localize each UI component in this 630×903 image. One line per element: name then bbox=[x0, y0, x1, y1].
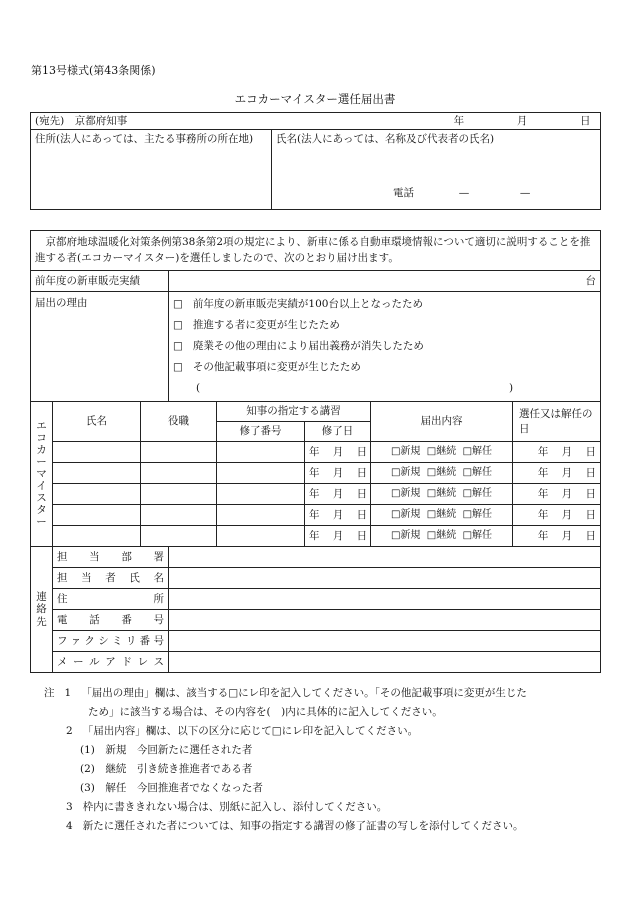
reason-option-change[interactable] bbox=[173, 315, 596, 336]
note-2 bbox=[44, 722, 609, 741]
submission-date[interactable] bbox=[454, 114, 591, 128]
contact-fax-field[interactable] bbox=[169, 631, 601, 652]
address-label: 住所(法人にあっては、主たる事務所の所在地) bbox=[35, 133, 254, 145]
addressee-row bbox=[31, 113, 601, 130]
paren-open: ( bbox=[196, 382, 201, 394]
main-table bbox=[30, 230, 601, 673]
name-cell[interactable] bbox=[53, 505, 141, 526]
course-no-cell[interactable] bbox=[217, 463, 305, 484]
role-cell[interactable] bbox=[141, 484, 217, 505]
note-4 bbox=[44, 817, 609, 836]
notes bbox=[44, 684, 609, 836]
reason-option-closure[interactable] bbox=[173, 336, 596, 357]
checkbox-new[interactable]: □新規 bbox=[390, 530, 421, 542]
phone-separator: — bbox=[458, 187, 470, 199]
col-course-date: 修了日 bbox=[305, 422, 371, 442]
contact-phone-label: 電話番号 bbox=[53, 610, 169, 631]
reason-text: 廃業その他の理由により届出義務が消失したため bbox=[192, 340, 424, 352]
note-text: 「届出の理由」欄は、該当する□にレ印を記入してください。「その他記載事項に変更が生じた bbox=[81, 687, 527, 699]
checkbox-icon[interactable]: □ bbox=[173, 298, 183, 310]
checkbox-new[interactable]: □新規 bbox=[390, 467, 421, 479]
notes-lead: 注 bbox=[44, 687, 55, 699]
note-number: 3 bbox=[66, 801, 73, 813]
reason-option-sales[interactable] bbox=[173, 294, 596, 315]
checkbox-new[interactable]: □新規 bbox=[390, 509, 421, 521]
role-cell[interactable] bbox=[141, 442, 217, 463]
reason-options bbox=[169, 292, 601, 402]
checkbox-continue[interactable]: □継続 bbox=[426, 488, 457, 500]
address-field[interactable] bbox=[31, 130, 272, 210]
note-3 bbox=[44, 798, 609, 817]
name-label: 氏名(法人にあっては、名称及び代表者の氏名) bbox=[276, 133, 495, 145]
checkbox-continue[interactable]: □継続 bbox=[426, 530, 457, 542]
col-date: 選任又は解任の日 bbox=[513, 402, 601, 442]
col-course: 知事の指定する講習 bbox=[217, 402, 371, 422]
note-number: 1 bbox=[64, 687, 72, 699]
name-cell[interactable] bbox=[53, 442, 141, 463]
contact-address-label: 住所 bbox=[53, 589, 169, 610]
addressee: (宛先) 京都府知事 bbox=[35, 114, 128, 127]
appoint-date-cell[interactable]: 年 月 日 bbox=[513, 505, 601, 526]
contact-email-label: メールアドレス bbox=[53, 652, 169, 673]
checkbox-continue[interactable]: □継続 bbox=[426, 446, 457, 458]
contact-fax-label: ファクシミリ番号 bbox=[53, 631, 169, 652]
table-row bbox=[31, 505, 601, 526]
checkbox-icon[interactable]: □ bbox=[173, 361, 183, 373]
course-date-cell[interactable]: 年 月 日 bbox=[305, 442, 371, 463]
reason-other-detail[interactable] bbox=[173, 378, 596, 399]
phone-line[interactable] bbox=[393, 186, 530, 200]
course-no-cell[interactable] bbox=[217, 442, 305, 463]
checkbox-new[interactable]: □新規 bbox=[390, 446, 421, 458]
note-text: 「届出内容」欄は、以下の区分に応じて□にレ印を記入してください。 bbox=[82, 725, 419, 737]
note-number: 4 bbox=[66, 820, 73, 832]
role-cell[interactable] bbox=[141, 463, 217, 484]
applicant-table bbox=[30, 112, 601, 210]
note-1-cont: ため」に該当する場合は、その内容を( )内に具体的に記入してください。 bbox=[88, 706, 443, 718]
note-number: 2 bbox=[66, 725, 73, 737]
role-cell[interactable] bbox=[141, 505, 217, 526]
name-cell[interactable] bbox=[53, 526, 141, 547]
appoint-date-cell[interactable]: 年 月 日 bbox=[513, 526, 601, 547]
checkbox-dismiss[interactable]: □解任 bbox=[462, 530, 493, 542]
content-cell[interactable] bbox=[371, 442, 513, 463]
form-number: 第13号様式(第43条関係) bbox=[31, 64, 156, 77]
date-day-label: 日 bbox=[580, 114, 591, 127]
course-date-cell[interactable]: 年 月 日 bbox=[305, 463, 371, 484]
sales-field[interactable] bbox=[169, 271, 601, 292]
note-text: 枠内に書ききれない場合は、別紙に記入し、添付してください。 bbox=[82, 801, 388, 813]
course-no-cell[interactable] bbox=[217, 526, 305, 547]
course-date-cell[interactable]: 年 月 日 bbox=[305, 505, 371, 526]
appoint-date-cell[interactable]: 年 月 日 bbox=[513, 442, 601, 463]
note-2-item: (3) 解任 今回推進者でなくなった者 bbox=[80, 782, 263, 794]
name-field[interactable] bbox=[272, 130, 601, 210]
checkbox-continue[interactable]: □継続 bbox=[426, 467, 457, 479]
name-cell[interactable] bbox=[53, 484, 141, 505]
checkbox-icon[interactable]: □ bbox=[173, 319, 183, 331]
table-row bbox=[31, 442, 601, 463]
form-title: エコカーマイスター選任届出書 bbox=[234, 92, 396, 106]
note-1 bbox=[44, 684, 609, 703]
contact-email-field[interactable] bbox=[169, 652, 601, 673]
contact-dept-label: 担当部署 bbox=[53, 547, 169, 568]
phone-label: 電話 bbox=[393, 187, 414, 199]
sales-unit: 台 bbox=[585, 274, 597, 287]
checkbox-dismiss[interactable]: □解任 bbox=[462, 509, 493, 521]
checkbox-new[interactable]: □新規 bbox=[390, 488, 421, 500]
contact-phone-field[interactable] bbox=[169, 610, 601, 631]
contact-address-field[interactable] bbox=[169, 589, 601, 610]
role-cell[interactable] bbox=[141, 526, 217, 547]
contact-dept-field[interactable] bbox=[169, 547, 601, 568]
content-cell[interactable] bbox=[371, 463, 513, 484]
meister-side-label: エ コ カ ー マ イ ス タ ー bbox=[31, 402, 53, 547]
col-name: 氏名 bbox=[53, 402, 141, 442]
contact-side-label: 連 絡 先 bbox=[31, 547, 53, 673]
col-course-no: 修了番号 bbox=[217, 422, 305, 442]
table-row bbox=[31, 526, 601, 547]
table-row bbox=[31, 484, 601, 505]
reason-label: 届出の理由 bbox=[31, 292, 169, 402]
note-2-item: (1) 新規 今回新たに選任された者 bbox=[80, 744, 253, 756]
date-month-label: 月 bbox=[516, 114, 528, 127]
checkbox-dismiss[interactable]: □解任 bbox=[462, 488, 493, 500]
col-role: 役職 bbox=[141, 402, 217, 442]
reason-text: 前年度の新車販売実績が100台以上となったため bbox=[192, 298, 423, 310]
paren-close: ) bbox=[509, 382, 514, 394]
course-date-cell[interactable]: 年 月 日 bbox=[305, 484, 371, 505]
reason-option-other[interactable] bbox=[173, 357, 596, 378]
course-no-cell[interactable] bbox=[217, 505, 305, 526]
checkbox-dismiss[interactable]: □解任 bbox=[462, 467, 493, 479]
date-year-label: 年 bbox=[453, 114, 465, 127]
intro-text: 京都府地球温暖化対策条例第38条第2項の規定により、新車に係る自動車環境情報について適切に説明することを推進する者(エコカーマイスター)を選任しましたので、次のとおり届け出ます。 bbox=[31, 231, 601, 271]
note-2-item: (2) 継続 引き続き推進者である者 bbox=[80, 763, 253, 775]
checkbox-continue[interactable]: □継続 bbox=[426, 509, 457, 521]
col-content: 届出内容 bbox=[371, 402, 513, 442]
content-cell[interactable] bbox=[371, 484, 513, 505]
course-date-cell[interactable]: 年 月 日 bbox=[305, 526, 371, 547]
reason-text: その他記載事項に変更が生じたため bbox=[192, 361, 361, 373]
content-cell[interactable] bbox=[371, 505, 513, 526]
sales-label: 前年度の新車販売実績 bbox=[31, 271, 169, 292]
table-row bbox=[31, 463, 601, 484]
name-cell[interactable] bbox=[53, 463, 141, 484]
contact-person-label: 担当者氏名 bbox=[53, 568, 169, 589]
checkbox-dismiss[interactable]: □解任 bbox=[462, 446, 493, 458]
course-no-cell[interactable] bbox=[217, 484, 305, 505]
appoint-date-cell[interactable]: 年 月 日 bbox=[513, 463, 601, 484]
phone-separator: — bbox=[519, 187, 531, 199]
checkbox-icon[interactable]: □ bbox=[173, 340, 183, 352]
note-text: 新たに選任された者については、知事の指定する講習の修了証書の写しを添付してください。 bbox=[82, 820, 524, 832]
appoint-date-cell[interactable]: 年 月 日 bbox=[513, 484, 601, 505]
reason-text: 推進する者に変更が生じたため bbox=[192, 319, 340, 331]
content-cell[interactable] bbox=[371, 526, 513, 547]
contact-person-field[interactable] bbox=[169, 568, 601, 589]
